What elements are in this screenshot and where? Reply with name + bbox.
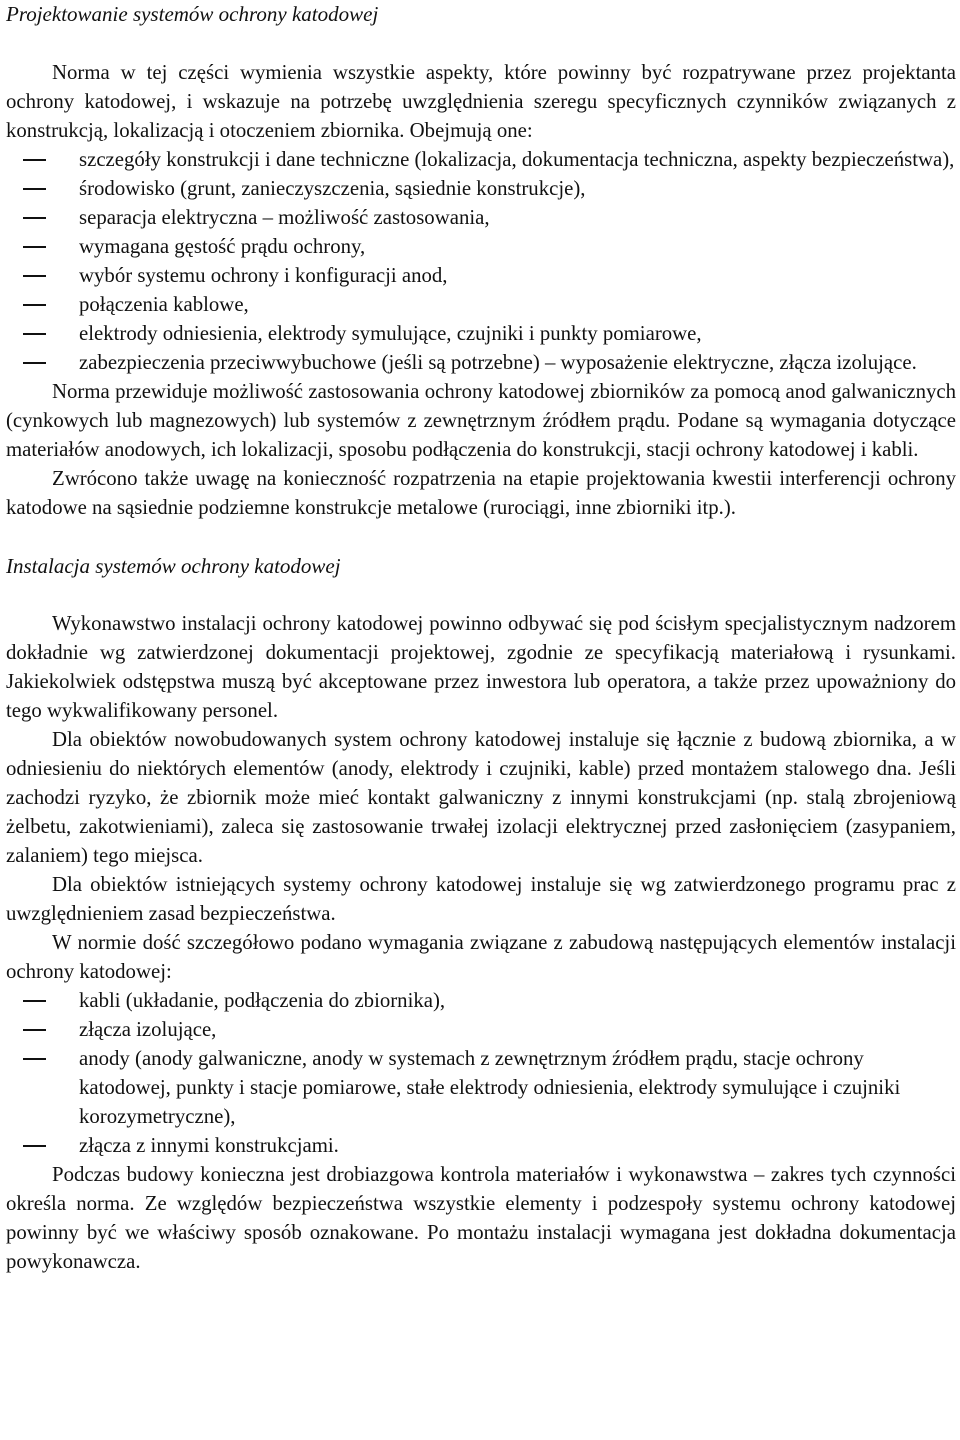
list-item: szczegóły konstrukcji i dane techniczne (lokalizacja, dokumentacja techniczna, aspekty bezpieczeństwa), — [6, 145, 956, 174]
list-item: kabli (układanie, podłączenia do zbiornika), — [6, 986, 956, 1015]
section-heading-design: Projektowanie systemów ochrony katodowej — [6, 2, 379, 26]
paragraph: W normie dość szczegółowo podano wymagania związane z zabudową następujących elementów instalacji ochrony katodowej: — [6, 931, 956, 983]
dash-bullet-icon — [23, 275, 46, 277]
dash-bullet-icon — [23, 1029, 46, 1031]
dash-bullet-icon — [23, 1000, 46, 1002]
dash-bullet-icon — [23, 188, 46, 190]
dash-bullet-icon — [23, 246, 46, 248]
paragraph: Wykonawstwo instalacji ochrony katodowej powinno odbywać się pod ścisłym specjalistycznym nadzorem dokładnie wg zatwierdzonej dokumentacji projektowej, zgodnie ze specyfikacją materiałową i rysunkami. Jakiekolwiek odstępstwa muszą być akceptowane przez inwestora lub operatora, a także przez upoważniony do tego wykwalifikowany personel. — [6, 612, 956, 722]
document-page — [6, 0, 956, 1276]
paragraph: Zwrócono także uwagę na konieczność rozpatrzenia na etapie projektowania kwestii interferencji ochrony katodowe na sąsiednie podziemne konstrukcje metalowe (rurociągi, inne zbiorniki itp.). — [6, 467, 956, 519]
section-spacer — [6, 522, 956, 552]
paragraph: Dla obiektów nowobudowanych system ochrony katodowej instaluje się łącznie z budową zbiornika, a w odniesieniu do niektórych elementów (anody, elektrody i czujniki, kable) przed montażem stalowego dna. Jeśli zachodzi ryzyko, że zbiornik może mieć kontakt galwaniczny z innymi konstrukcjami (np. stalą zbrojeniową żelbetu, zakotwieniami), zaleca się zastosowanie trwałej izolacji elektrycznej przed zasłonięciem (zasypaniem, zalaniem) tego miejsca. — [6, 728, 956, 867]
list-item: wybór systemu ochrony i konfiguracji anod, — [6, 261, 956, 290]
dash-bullet-icon — [23, 1145, 46, 1147]
installation-elements-list — [6, 986, 956, 1160]
dash-bullet-icon — [23, 304, 46, 306]
paragraph: Norma przewiduje możliwość zastosowania ochrony katodowej zbiorników za pomocą anod galwanicznych (cynkowych lub magnezowych) lub systemów z zewnętrznym źródłem prądu. Podane są wymagania dotyczące materiałów anodowych, ich lokalizacji, sposobu podłączenia do konstrukcji, stacji ochrony katodowej i kabli. — [6, 380, 956, 461]
list-item: środowisko (grunt, zanieczyszczenia, sąsiednie konstrukcje), — [6, 174, 956, 203]
list-item: separacja elektryczna – możliwość zastosowania, — [6, 203, 956, 232]
dash-bullet-icon — [23, 333, 46, 335]
list-item: elektrody odniesienia, elektrody symulujące, czujniki i punkty pomiarowe, — [6, 319, 956, 348]
list-item: wymagana gęstość prądu ochrony, — [6, 232, 956, 261]
paragraph: Dla obiektów istniejących systemy ochrony katodowej instaluje się wg zatwierdzonego programu prac z uwzględnieniem zasad bezpieczeństwa. — [6, 873, 956, 925]
dash-bullet-icon — [23, 217, 46, 219]
design-aspects-list — [6, 145, 956, 377]
intro-paragraph: Norma w tej części wymienia wszystkie aspekty, które powinny być rozpatrywane przez projektanta ochrony katodowej, i wskazuje na potrzebę uwzględnienia szeregu specyficznych czynników związanych z konstrukcją, lokalizacją i otoczeniem zbiornika. Obejmują one: — [6, 61, 956, 142]
section-heading-installation: Instalacja systemów ochrony katodowej — [6, 554, 341, 578]
closing-paragraph: Podczas budowy konieczna jest drobiazgowa kontrola materiałów i wykonawstwa – zakres tych czynności określa norma. Ze względów bezpieczeństwa wszystkie elementy i podzespoły systemu ochrony katodowej powinny być we właściwy sposób oznakowane. Po montażu instalacji wymagana jest dokładna dokumentacja powykonawcza. — [6, 1163, 956, 1273]
list-item: anody (anody galwaniczne, anody w systemach z zewnętrznym źródłem prądu, stacje ochrony katodowej, punkty i stacje pomiarowe, stałe elektrody odniesienia, elektrody symulujące i czujniki korozymetryczne), — [6, 1044, 956, 1131]
dash-bullet-icon — [23, 1058, 46, 1060]
list-item: złącza izolujące, — [6, 1015, 956, 1044]
list-item: połączenia kablowe, — [6, 290, 956, 319]
list-item: zabezpieczenia przeciwwybuchowe (jeśli są potrzebne) – wyposażenie elektryczne, złącza izolujące. — [6, 348, 956, 377]
dash-bullet-icon — [23, 159, 46, 161]
list-item: złącza z innymi konstrukcjami. — [6, 1131, 956, 1160]
dash-bullet-icon — [23, 362, 46, 364]
